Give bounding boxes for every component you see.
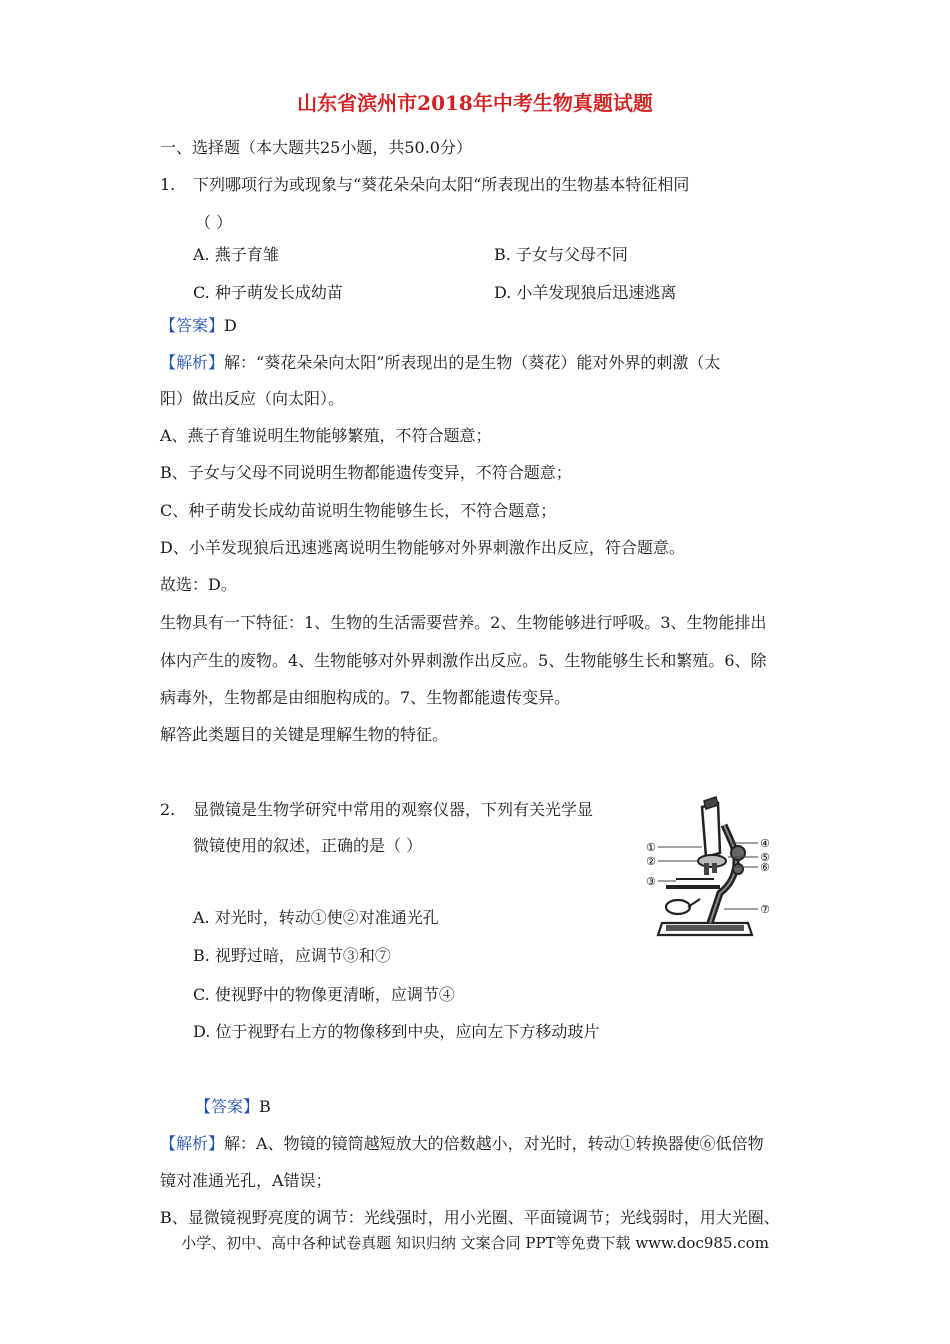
figure-label-5: ⑤ (760, 851, 770, 864)
figure-label-4: ④ (760, 837, 770, 850)
microscope-figure (640, 795, 780, 955)
q1-option-b: B. 子女与父母不同 (494, 245, 628, 264)
q1-analysis-line: D、小羊发现狼后迅速逃离说明生物能够对外界刺激作出反应，符合题意。 (160, 538, 685, 557)
q1-analysis-line (160, 353, 720, 373)
q1-analysis-line: 故选：D。 (160, 575, 237, 594)
figure-label-6: ⑥ (760, 861, 770, 874)
figure-label-2: ② (646, 855, 656, 868)
q2-option-d: D. 位于视野右上方的物像移到中央，应向左下方移动玻片 (193, 1022, 600, 1041)
q1-number: 1. (160, 175, 176, 194)
q2-option-a: A. 对光时，转动①使②对准通光孔 (193, 908, 439, 927)
q1-analysis-line: C、种子萌发长成幼苗说明生物能够生长，不符合题意； (160, 501, 557, 520)
figure-label-3: ③ (646, 875, 656, 888)
q2-answer (195, 1097, 271, 1117)
q2-analysis-line: 镜对准通光孔，A错误； (160, 1171, 332, 1190)
q2-number: 2. (160, 800, 176, 819)
q1-answer (160, 316, 237, 336)
q1-paren: （ ） (195, 213, 233, 232)
q1-option-c: C. 种子萌发长成幼苗 (193, 283, 343, 302)
q1-option-a: A. 燕子育雏 (193, 245, 279, 264)
q1-answer-tag: 【答案】 (160, 316, 225, 335)
page-title: 山东省滨州市2018年中考生物真题试题 (297, 91, 653, 115)
q1-answer-value: D (224, 316, 237, 335)
q2-answer-value: B (259, 1097, 271, 1116)
q1-analysis-text: 解：“葵花朵朵向太阳”所表现出的是生物（葵花）能对外界的刺激（太 (224, 353, 721, 372)
q1-analysis-line: 病毒外，生物都是由细胞构成的。7、生物都能遗传变异。 (160, 688, 571, 707)
figure-label-7: ⑦ (760, 903, 770, 916)
q2-option-c: C. 使视野中的物像更清晰，应调节④ (193, 985, 455, 1004)
q2-stem-line1: 显微镜是生物学研究中常用的观察仪器，下列有关光学显 (193, 800, 594, 819)
q1-analysis-line: B、子女与父母不同说明生物都能遗传变异，不符合题意； (160, 463, 572, 482)
q1-analysis-line: 阳）做出反应（向太阳）。 (160, 389, 345, 408)
q2-analysis-tag: 【解析】 (160, 1134, 225, 1153)
figure-label-1: ① (646, 841, 656, 854)
q2-analysis-text: 解：A、物镜的镜筒越短放大的倍数越小，对光时，转动①转换器使⑥低倍物 (224, 1134, 764, 1153)
q2-analysis-line: B、显微镜视野亮度的调节：光线强时，用小光圈、平面镜调节；光线弱时，用大光圈、 (160, 1208, 780, 1227)
section-heading: 一、选择题（本大题共25小题，共50.0分） (160, 138, 472, 157)
q1-analysis-tag: 【解析】 (160, 353, 225, 372)
q1-option-d: D. 小羊发现狼后迅速逃离 (494, 283, 677, 302)
q1-analysis-line: 解答此类题目的关键是理解生物的特征。 (160, 725, 449, 744)
q2-option-b: B. 视野过暗，应调节③和⑦ (193, 946, 391, 965)
q1-analysis-line: 体内产生的废物。4、生物能够对外界刺激作出反应。5、生物能够生长和繁殖。6、除 (160, 651, 767, 670)
q2-answer-tag: 【答案】 (195, 1097, 260, 1116)
q2-analysis-line (160, 1134, 764, 1154)
q1-stem: 下列哪项行为或现象与“葵花朵朵向太阳“所表现出的生物基本特征相同 (193, 175, 690, 194)
q1-analysis-line: A、燕子育雏说明生物能够繁殖，不符合题意； (160, 426, 492, 445)
page-footer: 小学、初中、高中各种试卷真题 知识归纳 文案合同 PPT等免费下载 www.doc985.com (181, 1234, 769, 1252)
q1-analysis-line: 生物具有一下特征：1、生物的生活需要营养。2、生物能够进行呼吸。3、生物能排出 (160, 613, 767, 632)
q2-stem-line2: 微镜使用的叙述，正确的是（ ） (193, 836, 423, 855)
